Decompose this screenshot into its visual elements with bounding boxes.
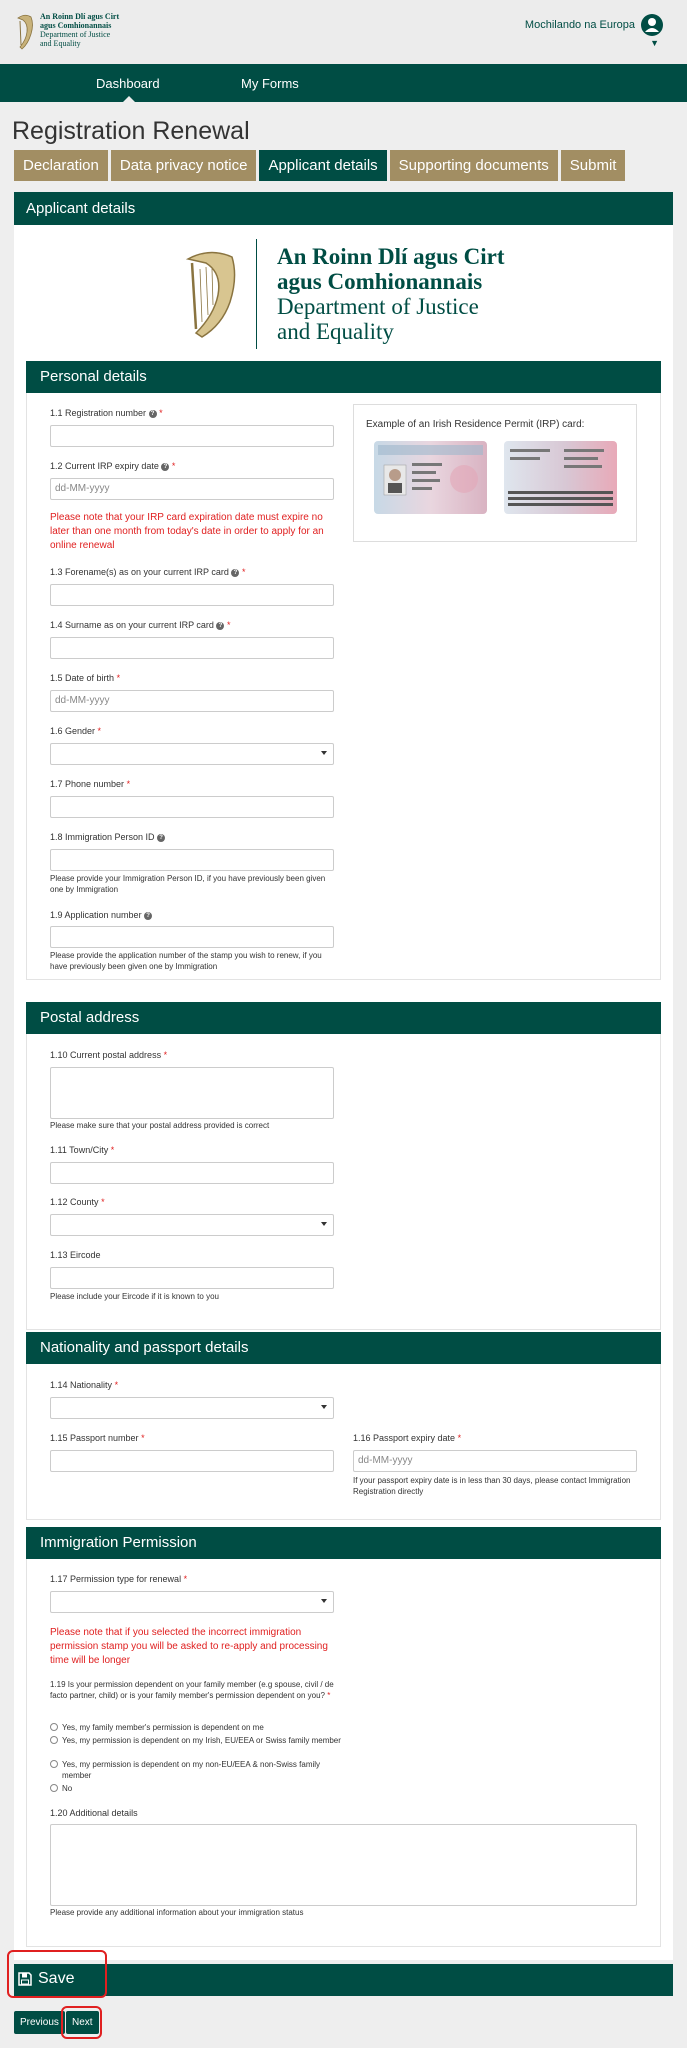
gender-select[interactable] [50,743,334,765]
irp-expiry-warning: Please note that your IRP card expiration date must expire no later than one month from today's date in order to apply for an online renewal [50,512,324,551]
logo-line-1: An Roinn Dlí agus Cirt [40,12,120,21]
surname-label: 1.4 Surname as on your current IRP card ? * [50,620,231,630]
passport-label: 1.15 Passport number * [50,1433,145,1443]
help-icon: ? [157,834,165,842]
eircode-help: Please include your Eircode if it is known to you [50,1292,219,1301]
save-label: Save [38,1970,75,1987]
eircode-label: 1.13 Eircode [50,1250,101,1260]
top-header [0,0,687,64]
department-logo-small[interactable] [14,12,119,52]
user-name: Mochilando na Europa [524,19,635,31]
person-id-input[interactable] [50,849,334,871]
section-immigration-permission: Immigration Permission [26,1527,661,1559]
radio-option-3[interactable] [50,1760,58,1768]
help-icon: ? [216,622,224,630]
highlight-save [7,1950,107,1998]
additional-details-help: Please provide any additional information about your immigration status [50,1908,304,1917]
previous-button[interactable]: Previous [14,2011,65,2034]
passport-input[interactable] [50,1450,334,1472]
step-declaration[interactable]: Declaration [14,150,108,181]
highlight-next [61,2006,102,2039]
chevron-down-icon[interactable]: ▼ [650,38,659,48]
radio-option-2[interactable] [50,1736,58,1744]
dept-line-1: An Roinn Dlí agus Cirt [277,244,505,269]
irp-card-back [504,441,617,514]
nav-my-forms[interactable]: My Forms [241,76,299,91]
nav-dashboard[interactable]: Dashboard [96,76,160,91]
help-icon: ? [149,410,157,418]
person-id-help: Please provide your Immigration Person ID, if you have previously been given one by Immigration [50,874,326,894]
harp-icon [14,12,36,52]
step-supporting-documents[interactable]: Supporting documents [390,150,558,181]
logo-line-3: Department of Justice [40,30,111,39]
permission-type-label: 1.17 Permission type for renewal * [50,1574,188,1584]
dept-line-2: agus Comhionannais [277,269,483,294]
step-submit[interactable]: Submit [561,150,626,181]
irp-expiry-input[interactable]: dd-MM-yyyy [50,478,334,500]
chevron-down-icon [321,1222,327,1226]
nationality-select[interactable] [50,1397,334,1419]
chevron-down-icon [321,1599,327,1603]
app-number-input[interactable] [50,926,334,948]
passport-expiry-help: If your passport expiry date is in less than 30 days, please contact Immigration Registration directly [353,1476,631,1496]
active-nav-indicator [123,96,135,102]
main-navbar [0,64,687,102]
registration-number-input[interactable] [50,425,334,447]
dob-input[interactable]: dd-MM-yyyy [50,690,334,712]
dob-label: 1.5 Date of birth * [50,673,121,683]
logo-line-4: and Equality [40,39,81,48]
logo-line-2: agus Comhionannais [40,21,112,30]
radio-option-3-label[interactable]: Yes, my permission is dependent on my non-EU/EEA & non-Swiss family member [62,1760,321,1780]
county-select[interactable] [50,1214,334,1236]
registration-number-label: 1.1 Registration number ? * [50,408,163,418]
phone-label: 1.7 Phone number * [50,779,131,789]
help-icon: ? [144,912,152,920]
passport-expiry-label: 1.16 Passport expiry date * [353,1433,462,1443]
nationality-label: 1.14 Nationality * [50,1380,119,1390]
irp-example-title: Example of an Irish Residence Permit (IRP) card: [366,419,585,430]
irp-example [353,404,637,542]
forename-label: 1.3 Forename(s) as on your current IRP card ? * [50,567,246,577]
app-number-help: Please provide the application number of the stamp you wish to renew, if you have previously been given one by Immigration [50,951,322,971]
app-number-label: 1.9 Application number ? [50,910,152,920]
chevron-down-icon [321,751,327,755]
section-postal-address: Postal address [26,1002,661,1034]
dept-line-4: and Equality [277,319,394,344]
dependent-label: 1.19 Is your permission dependent on your family member (e.g spouse, civil / de facto partner, child) or is your family member's permission dependent on you? * [50,1680,334,1700]
user-menu[interactable] [525,14,663,36]
town-label: 1.11 Town/City * [50,1145,115,1155]
passport-expiry-input[interactable]: dd-MM-yyyy [353,1450,637,1472]
panel-title: Applicant details [14,192,673,225]
harp-icon [180,247,242,341]
help-icon: ? [231,569,239,577]
radio-option-1[interactable] [50,1723,58,1731]
eircode-input[interactable] [50,1267,334,1289]
additional-details-label: 1.20 Additional details [50,1808,138,1818]
section-personal-details: Personal details [26,361,661,393]
section-nationality: Nationality and passport details [26,1332,661,1364]
department-logo [180,237,510,351]
form-steps [14,150,628,181]
address-label: 1.10 Current postal address * [50,1050,168,1060]
radio-option-2-label[interactable]: Yes, my permission is dependent on my Irish, EU/EEA or Swiss family member [62,1736,341,1745]
town-input[interactable] [50,1162,334,1184]
surname-input[interactable] [50,637,334,659]
radio-option-4[interactable] [50,1784,58,1792]
gender-label: 1.6 Gender * [50,726,102,736]
logo-divider [256,239,257,349]
chevron-down-icon [321,1405,327,1409]
radio-option-4-label[interactable]: No [62,1784,73,1793]
permission-warning: Please note that if you selected the incorrect immigration permission stamp you will be asked to re-apply and processing time will be longer [50,1627,328,1666]
phone-input[interactable] [50,796,334,818]
county-label: 1.12 County * [50,1197,105,1207]
address-textarea[interactable] [50,1067,334,1119]
user-avatar-icon[interactable] [641,14,663,36]
person-id-label: 1.8 Immigration Person ID ? [50,832,165,842]
forename-input[interactable] [50,584,334,606]
dept-line-3: Department of Justice [277,294,479,319]
permission-type-select[interactable] [50,1591,334,1613]
additional-details-textarea[interactable] [50,1824,637,1906]
next-button[interactable]: Next [66,2011,99,2034]
irp-expiry-label: 1.2 Current IRP expiry date ? * [50,461,176,471]
page-title: Registration Renewal [12,117,250,145]
irp-card-front [374,441,487,514]
radio-option-1-label[interactable]: Yes, my family member's permission is dependent on me [62,1723,264,1732]
help-icon: ? [161,463,169,471]
address-help: Please make sure that your postal address provided is correct [50,1121,270,1130]
save-bar [14,1964,673,1996]
step-data-privacy-notice[interactable]: Data privacy notice [111,150,257,181]
step-applicant-details[interactable]: Applicant details [259,150,386,181]
